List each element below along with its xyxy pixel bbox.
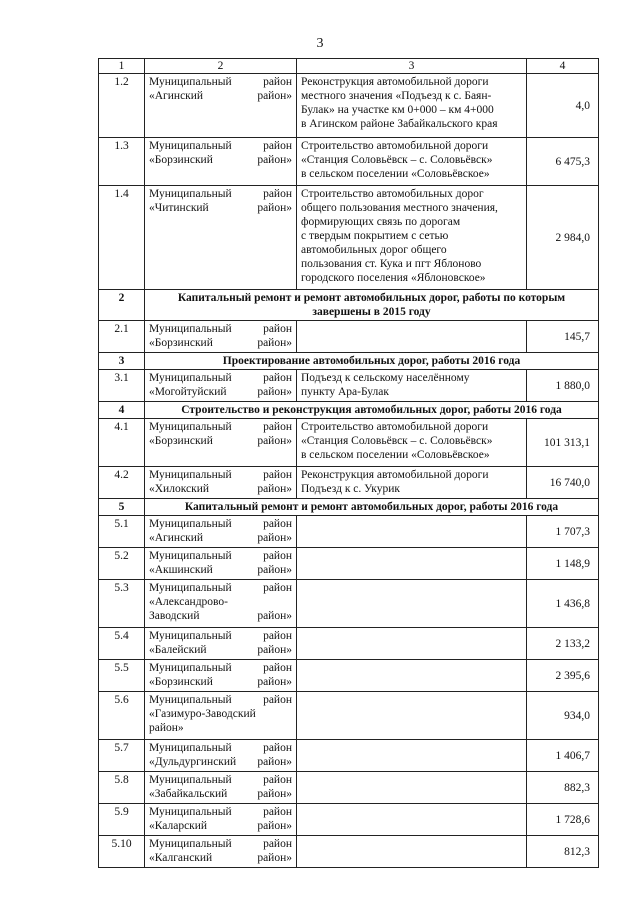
- amount-value: 934,0: [527, 692, 599, 740]
- district-name: [145, 548, 297, 580]
- district-name: [145, 740, 297, 772]
- district-name-line: «Каларский район»: [149, 820, 292, 832]
- work-description-line: «Станция Соловьёвск – с. Соловьёвск»: [301, 435, 493, 447]
- table-row: [99, 74, 599, 138]
- work-description-line: местного значения «Подъезд к с. Баян-: [301, 90, 492, 102]
- district-name: [145, 772, 297, 804]
- district-name-line: Муниципальный район: [149, 582, 292, 594]
- district-name-line: «Александрово-: [149, 596, 228, 608]
- amount-value: 1 148,9: [527, 548, 599, 580]
- work-description-line: Реконструкция автомобильной дороги: [301, 76, 489, 88]
- amount-value: 2 984,0: [527, 186, 599, 290]
- amount-value: 1 880,0: [527, 370, 599, 402]
- work-description-line: Булак» на участке км 0+000 – км 4+000: [301, 104, 494, 116]
- section-number: 4: [99, 402, 145, 419]
- district-name-line: «Газимуро-Заводский: [149, 708, 256, 720]
- section-row: [99, 353, 599, 370]
- amount-value: 145,7: [527, 321, 599, 353]
- work-description-line: автомобильных дорог общего: [301, 244, 447, 256]
- district-name: [145, 692, 297, 740]
- item-number: 5.3: [99, 580, 145, 628]
- work-description-line: с твердым покрытием с сетью: [301, 230, 449, 242]
- district-name: [145, 138, 297, 186]
- table-row: [99, 836, 599, 868]
- work-description: [297, 548, 527, 580]
- item-number: 5.5: [99, 660, 145, 692]
- district-name: [145, 370, 297, 402]
- work-description-line: формирующих связь по дорогам: [301, 216, 461, 228]
- work-description-line: Подъезд к с. Укурик: [301, 483, 400, 495]
- table-row: [99, 548, 599, 580]
- work-description: [297, 660, 527, 692]
- amount-value: 1 707,3: [527, 516, 599, 548]
- district-name: [145, 419, 297, 467]
- column-number: 2: [145, 59, 297, 74]
- work-description: [297, 467, 527, 499]
- amount-value: 101 313,1: [527, 419, 599, 467]
- district-name-line: Муниципальный район: [149, 518, 292, 530]
- work-description-line: Строительство автомобильной дороги: [301, 421, 489, 433]
- district-name: [145, 74, 297, 138]
- work-description-line: пункту Ара-Булак: [301, 386, 389, 398]
- amount-value: 1 728,6: [527, 804, 599, 836]
- district-name-line: «Балейский район»: [149, 644, 292, 656]
- item-number: 3.1: [99, 370, 145, 402]
- district-name-line: Муниципальный район: [149, 323, 292, 335]
- district-name: [145, 467, 297, 499]
- district-name-line: Муниципальный район: [149, 188, 292, 200]
- work-description-line: в Агинском районе Забайкальского края: [301, 118, 498, 130]
- table-body: [99, 74, 599, 868]
- column-number: 3: [297, 59, 527, 74]
- work-description-line: общего пользования местного значения,: [301, 202, 498, 214]
- work-description-line: в сельском поселении «Соловьёвское»: [301, 449, 490, 461]
- district-name-line: Муниципальный район: [149, 662, 292, 674]
- work-description: [297, 186, 527, 290]
- item-number: 5.6: [99, 692, 145, 740]
- table-row: [99, 740, 599, 772]
- district-name-line: Муниципальный район: [149, 372, 292, 384]
- table-row: [99, 772, 599, 804]
- district-name-line: «Дульдургинский район»: [149, 756, 292, 768]
- item-number: 1.4: [99, 186, 145, 290]
- item-number: 5.1: [99, 516, 145, 548]
- amount-value: 812,3: [527, 836, 599, 868]
- table-row: [99, 580, 599, 628]
- work-description: [297, 580, 527, 628]
- amount-value: 4,0: [527, 74, 599, 138]
- amount-value: 6 475,3: [527, 138, 599, 186]
- item-number: 5.8: [99, 772, 145, 804]
- item-number: 4.2: [99, 467, 145, 499]
- district-name-line: «Борзинский район»: [149, 435, 292, 447]
- work-description: [297, 692, 527, 740]
- district-name-line: Муниципальный район: [149, 76, 292, 88]
- amount-value: 1 436,8: [527, 580, 599, 628]
- table-row: [99, 660, 599, 692]
- district-name-line: район»: [149, 722, 184, 734]
- table-row: [99, 692, 599, 740]
- district-name-line: «Забайкальский район»: [149, 788, 292, 800]
- amount-value: 16 740,0: [527, 467, 599, 499]
- district-name-line: Заводский район»: [149, 610, 292, 622]
- work-description-line: «Станция Соловьёвск – с. Соловьёвск»: [301, 154, 493, 166]
- work-description: [297, 628, 527, 660]
- work-description: [297, 804, 527, 836]
- district-name: [145, 321, 297, 353]
- work-description: [297, 836, 527, 868]
- district-name-line: Муниципальный район: [149, 469, 292, 481]
- district-name: [145, 804, 297, 836]
- section-row: [99, 402, 599, 419]
- table-row: [99, 370, 599, 402]
- item-number: 1.3: [99, 138, 145, 186]
- work-description: [297, 516, 527, 548]
- item-number: 5.2: [99, 548, 145, 580]
- work-description-line: Подъезд к сельскому населённому: [301, 372, 470, 384]
- work-description: [297, 419, 527, 467]
- work-description: [297, 321, 527, 353]
- section-title: Проектирование автомобильных дорог, работы 2016 года: [145, 353, 599, 370]
- district-name-line: Муниципальный район: [149, 140, 292, 152]
- section-title: Капитальный ремонт и ремонт автомобильных дорог, работы 2016 года: [145, 499, 599, 516]
- table-row: [99, 419, 599, 467]
- district-name: [145, 628, 297, 660]
- district-name-line: «Калганский район»: [149, 852, 292, 864]
- table-row: [99, 804, 599, 836]
- item-number: 5.7: [99, 740, 145, 772]
- district-name-line: Муниципальный район: [149, 742, 292, 754]
- table-row: [99, 516, 599, 548]
- district-name: [145, 836, 297, 868]
- item-number: 2.1: [99, 321, 145, 353]
- column-number: 4: [527, 59, 599, 74]
- work-description: [297, 772, 527, 804]
- district-name: [145, 186, 297, 290]
- district-name-line: «Могойтуйский район»: [149, 386, 292, 398]
- amount-value: 1 406,7: [527, 740, 599, 772]
- district-name-line: «Борзинский район»: [149, 676, 292, 688]
- district-name: [145, 516, 297, 548]
- district-name-line: «Агинский район»: [149, 90, 292, 102]
- table-row: [99, 186, 599, 290]
- district-name: [145, 580, 297, 628]
- district-name: [145, 660, 297, 692]
- district-name-line: Муниципальный район: [149, 806, 292, 818]
- district-name-line: «Борзинский район»: [149, 154, 292, 166]
- item-number: 1.2: [99, 74, 145, 138]
- work-description-line: пользования ст. Кука и пгт Яблоново: [301, 258, 482, 270]
- page-number: 3: [316, 36, 324, 51]
- item-number: 5.4: [99, 628, 145, 660]
- table-row: [99, 138, 599, 186]
- district-name-line: Муниципальный район: [149, 630, 292, 642]
- work-description-line: Реконструкция автомобильной дороги: [301, 469, 489, 481]
- work-description: [297, 138, 527, 186]
- work-description: [297, 370, 527, 402]
- item-number: 5.9: [99, 804, 145, 836]
- district-name-line: «Читинский район»: [149, 202, 292, 214]
- amount-value: 2 395,6: [527, 660, 599, 692]
- work-description-line: Строительство автомобильных дорог: [301, 188, 484, 200]
- district-name-line: «Акшинский район»: [149, 564, 292, 576]
- district-name-line: Муниципальный район: [149, 550, 292, 562]
- district-name-line: Муниципальный район: [149, 694, 292, 706]
- work-description-line: городского поселения «Яблоновское»: [301, 272, 486, 284]
- roads-table: [98, 58, 599, 868]
- district-name-line: «Борзинский район»: [149, 337, 292, 349]
- work-description-line: Строительство автомобильной дороги: [301, 140, 489, 152]
- amount-value: 2 133,2: [527, 628, 599, 660]
- item-number: 4.1: [99, 419, 145, 467]
- work-description: [297, 740, 527, 772]
- work-description-line: в сельском поселении «Соловьёвское»: [301, 168, 490, 180]
- district-name-line: «Агинский район»: [149, 532, 292, 544]
- work-description: [297, 74, 527, 138]
- section-number: 5: [99, 499, 145, 516]
- district-name-line: Муниципальный район: [149, 838, 292, 850]
- section-number: 2: [99, 290, 145, 321]
- district-name-line: «Хилокский район»: [149, 483, 292, 495]
- amount-value: 882,3: [527, 772, 599, 804]
- section-row: [99, 499, 599, 516]
- column-number-row: [99, 59, 599, 74]
- district-name-line: Муниципальный район: [149, 421, 292, 433]
- item-number: 5.10: [99, 836, 145, 868]
- district-name-line: Муниципальный район: [149, 774, 292, 786]
- section-title: Строительство и реконструкция автомобильных дорог, работы 2016 года: [145, 402, 599, 419]
- section-title: Капитальный ремонт и ремонт автомобильных дорог, работы по которым завершены в 2015 году: [145, 290, 599, 321]
- table-row: [99, 467, 599, 499]
- table-row: [99, 628, 599, 660]
- table-row: [99, 321, 599, 353]
- section-number: 3: [99, 353, 145, 370]
- section-row: [99, 290, 599, 321]
- column-number: 1: [99, 59, 145, 74]
